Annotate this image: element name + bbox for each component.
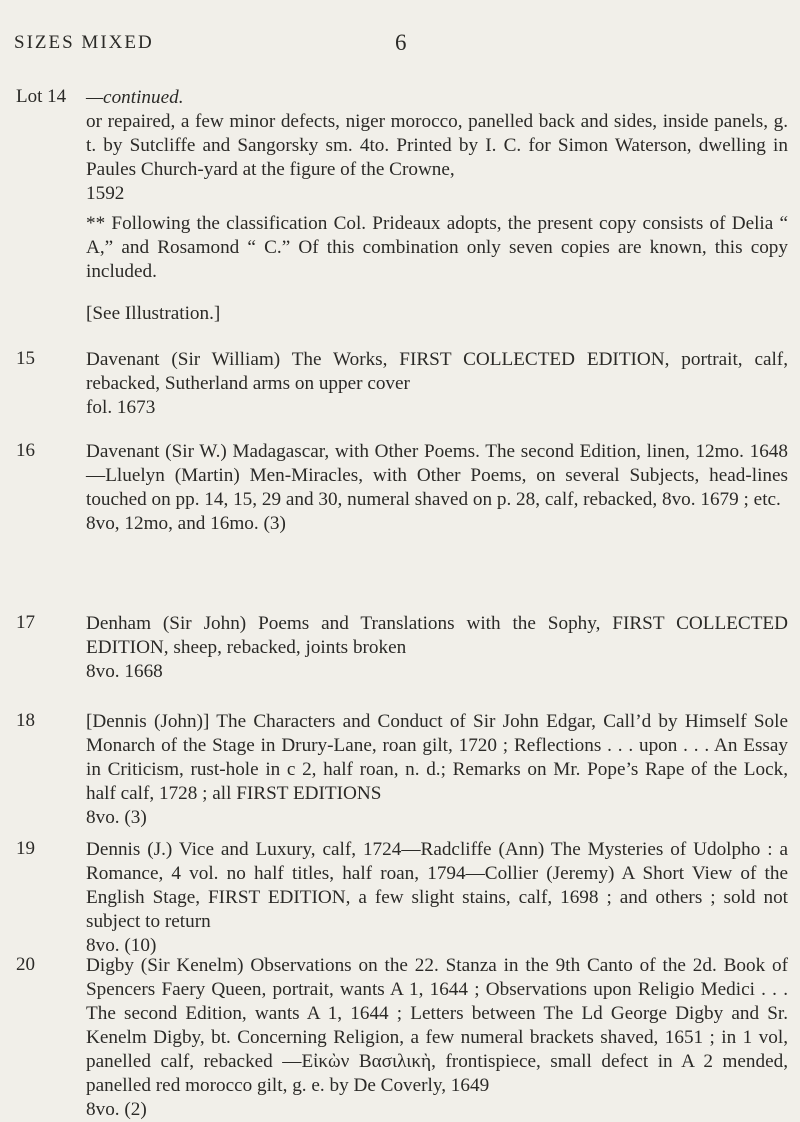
lot-note: ** Following the classification Col. Prideaux adopts, the present copy consists of Delia “ A,” and Rosamond “ C.” Of this combination only seven copies are known, this copy included. (86, 213, 788, 282)
lot-body: or repaired, a few minor defects, niger morocco, panelled back and sides, inside panels, g. t. by Sutcliffe and Sangorsky sm. 4to. Printed by I. C. for Simon Waterson, dwelling in Paules Church-yard at the figure of the Crowne, (86, 111, 788, 180)
lot-14-label (16, 86, 86, 108)
page-number: 6 (395, 30, 407, 55)
lot-body: Denham (Sir John) Poems and Translations with the Sophy, FIRST COLLECTED EDITION, sheep, rebacked, joints broken (86, 613, 788, 658)
lot-body: Dennis (J.) Vice and Luxury, calf, 1724—Radcliffe (Ann) The Mysteries of Udolpho : a Romance, 4 vol. no half titles, half roan, 1794—Collier (Jeremy) A Short View of the English Stage, FIRST EDITION, a few slight stains, calf, 1698 ; and others ; sold not subject to return (86, 839, 788, 932)
lot-body: Davenant (Sir W.) Madagascar, with Other Poems. The second Edition, linen, 12mo. 1648—Lluelyn (Martin) Men-Miracles, with Other Poems, on several Subjects, head-lines touched on pp. 14, 15, 29 and 30, numeral shaved on p. 28, calf, rebacked, 8vo. 1679 ; etc. (86, 441, 788, 510)
lot-number: 17 (16, 612, 35, 633)
lot-number: 19 (16, 838, 35, 859)
lot-format: fol. 1673 (86, 397, 156, 418)
lot-description (86, 612, 788, 684)
page-header (0, 30, 800, 70)
lot-description (86, 348, 788, 420)
lot-number: 15 (16, 348, 35, 369)
lot-number: 18 (16, 710, 35, 731)
lot-body: Digby (Sir Kenelm) Observations on the 22. Stanza in the 9th Canto of the 2d. Book of Spencers Faery Queen, portrait, wants A 1, 1644 ; Observations upon Religio Medici . . . The second Edition, wants A 1, 1644 ; Letters between The Ld George Digby and Sr. Kenelm Digby, bt. Concerning Religion, a few numeral brackets shaved, 1651 ; in 1 vol, panelled calf, rebacked —Εἰκὼν Βασιλικὴ, frontispiece, small defect in A 2 mended, panelled red morocco gilt, g. e. by De Coverly, 1649 (86, 955, 788, 1096)
lot-label: Lot 14 (16, 86, 67, 107)
lot-number: 20 (16, 954, 35, 975)
lot-number: 16 (16, 440, 35, 461)
lot-description (86, 86, 788, 326)
running-head: SIZES MIXED (14, 32, 154, 53)
lot-description (86, 838, 788, 958)
lot-format: 8vo, 12mo, and 16mo. (3) (86, 513, 286, 534)
lot-description (86, 954, 788, 1122)
lot-format: 8vo. (3) (86, 807, 147, 828)
lot-description (86, 440, 788, 536)
lot-format: 8vo. (10) (86, 935, 157, 956)
continued-marker: —continued. (86, 87, 184, 108)
lot-format: 8vo. 1668 (86, 661, 163, 682)
illustration-reference: [See Illustration.] (86, 303, 221, 324)
lot-description (86, 710, 788, 830)
lot-body: [Dennis (John)] The Characters and Conduct of Sir John Edgar, Call’d by Himself Sole Monarch of the Stage in Drury-Lane, roan gilt, 1720 ; Reflections . . . upon . . . An Essay in Criticism, rust-hole in c 2, half roan, n. d.; Remarks on Mr. Pope’s Rape of the Lock, half calf, 1728 ; all FIRST EDITIONS (86, 711, 788, 804)
lot-format: 8vo. (2) (86, 1099, 147, 1120)
lot-body: Davenant (Sir William) The Works, FIRST COLLECTED EDITION, portrait, calf, rebacked, Sutherland arms on upper cover (86, 349, 788, 394)
lot-date: 1592 (86, 183, 125, 204)
